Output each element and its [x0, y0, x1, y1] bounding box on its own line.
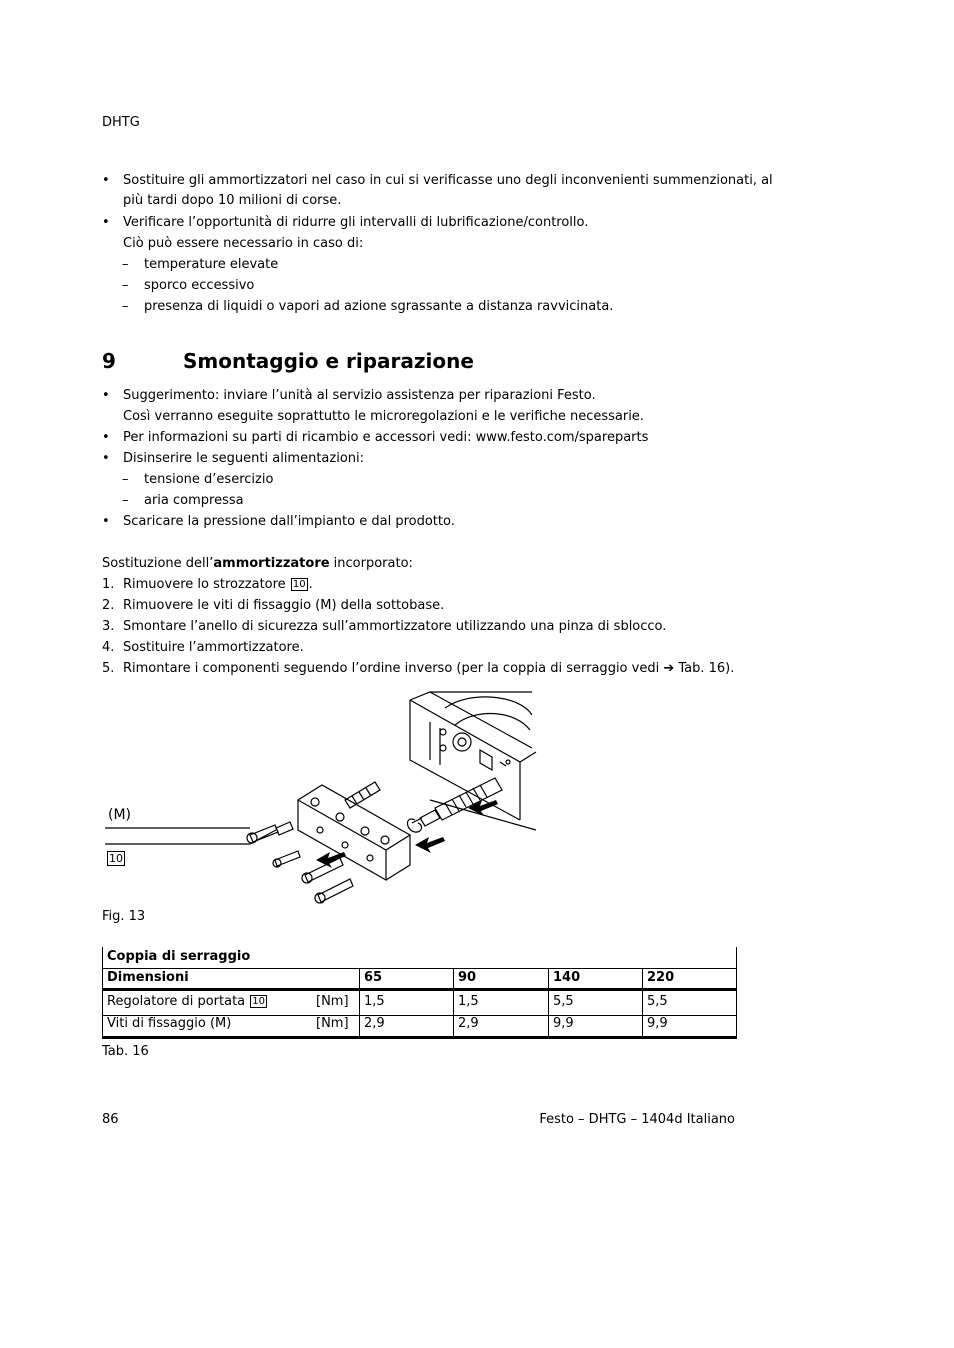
- step-1: Rimuovere lo strozzatore 10 .: [123, 577, 313, 592]
- table-cell: 9,9: [553, 1016, 574, 1031]
- table-cell: 5,5: [553, 994, 574, 1009]
- figure-caption: Fig. 13: [102, 909, 146, 924]
- arrow-right-icon: ➔: [663, 661, 675, 676]
- table-header-cell: 65: [364, 970, 383, 985]
- table-header-cell: 90: [458, 970, 477, 985]
- ref-box: 10: [252, 996, 266, 1007]
- table-cell: 2,9: [364, 1016, 385, 1031]
- step-5: Rimontare i componenti seguendo l’ordine inverso (per la coppia di serraggio vedi ➔ Tab. 16).: [123, 661, 735, 676]
- step-number: 2.: [102, 598, 115, 613]
- procedure-intro: Sostituzione dell’ammortizzatore incorporato:: [102, 556, 413, 571]
- dash-item: aria compressa: [144, 493, 244, 508]
- repair-bullet-2: Per informazioni su parti di ricambio e accessori vedi: www.festo.com/spareparts: [123, 430, 649, 445]
- table-header-cell: 220: [647, 970, 675, 985]
- bullet-icon: •: [102, 388, 110, 403]
- dash-item: sporco eccessivo: [144, 278, 255, 293]
- table-unit: [Nm]: [316, 994, 349, 1009]
- bullet-icon: •: [102, 451, 110, 466]
- bullet-icon: •: [102, 430, 110, 445]
- table-caption: Tab. 16: [102, 1044, 149, 1059]
- step-number: 5.: [102, 661, 115, 676]
- bullet-2-line-2: Ciò può essere necessario in caso di:: [123, 236, 364, 251]
- table-cell: 1,5: [364, 994, 385, 1009]
- step-2: Rimuovere le viti di fissaggio (M) della sottobase.: [123, 598, 445, 613]
- bullet-icon: •: [102, 173, 110, 188]
- repair-bullet-3: Disinserire le seguenti alimentazioni:: [123, 451, 365, 466]
- table-cell: 5,5: [647, 994, 668, 1009]
- table-row-label: Viti di fissaggio (M): [107, 1016, 232, 1031]
- table-title: Coppia di serraggio: [107, 949, 251, 964]
- figure-label-m: (M): [108, 807, 132, 823]
- step-3: Smontare l’anello di sicurezza sull’ammortizzatore utilizzando una pinza di sblocco.: [123, 619, 667, 634]
- bullet-2-line-1: Verificare l’opportunità di ridurre gli intervalli di lubrificazione/controllo.: [123, 215, 589, 230]
- figure-label-box: 10: [109, 852, 123, 865]
- dash-icon: –: [122, 493, 129, 508]
- disassembly-figure: [100, 690, 540, 905]
- dash-item: presenza di liquidi o vapori ad azione sgrassante a distanza ravvicinata.: [144, 299, 614, 314]
- bullet-icon: •: [102, 215, 110, 230]
- dash-icon: –: [122, 299, 129, 314]
- page-number: 86: [102, 1112, 119, 1127]
- dash-icon: –: [122, 257, 129, 272]
- footer-doc: Festo – DHTG – 1404d Italiano: [539, 1112, 735, 1127]
- repair-bullet-1-line-2: Così verranno eseguite soprattutto le microregolazioni e le verifiche necessarie.: [123, 409, 644, 424]
- table-cell: 9,9: [647, 1016, 668, 1031]
- table-header-cell: 140: [553, 970, 581, 985]
- dash-icon: –: [122, 472, 129, 487]
- table-cell: 2,9: [458, 1016, 479, 1031]
- table-header-cell: Dimensioni: [107, 970, 189, 985]
- ref-box: 10: [292, 579, 306, 590]
- torque-table: [102, 947, 737, 1039]
- table-unit: [Nm]: [316, 1016, 349, 1031]
- dash-item: tensione d’esercizio: [144, 472, 274, 487]
- bullet-1-line-1: Sostituire gli ammortizzatori nel caso in cui si verificasse uno degli inconvenienti summenzionati, al: [123, 173, 773, 188]
- step-4: Sostituire l’ammortizzatore.: [123, 640, 304, 655]
- dash-icon: –: [122, 278, 129, 293]
- bullet-icon: •: [102, 514, 110, 529]
- section-title: Smontaggio e riparazione: [183, 349, 474, 373]
- table-cell: 1,5: [458, 994, 479, 1009]
- repair-bullet-1-line-1: Suggerimento: inviare l’unità al servizio assistenza per riparazioni Festo.: [123, 388, 596, 403]
- step-number: 3.: [102, 619, 115, 634]
- bullet-1-line-2: più tardi dopo 10 milioni di corse.: [123, 193, 342, 208]
- step-number: 1.: [102, 577, 115, 592]
- step-number: 4.: [102, 640, 115, 655]
- header-product: DHTG: [102, 115, 140, 130]
- repair-bullet-4: Scaricare la pressione dall’impianto e dal prodotto.: [123, 514, 455, 529]
- section-number: 9: [102, 349, 116, 373]
- dash-item: temperature elevate: [144, 257, 279, 272]
- table-row-label: Regolatore di portata 10: [107, 994, 266, 1009]
